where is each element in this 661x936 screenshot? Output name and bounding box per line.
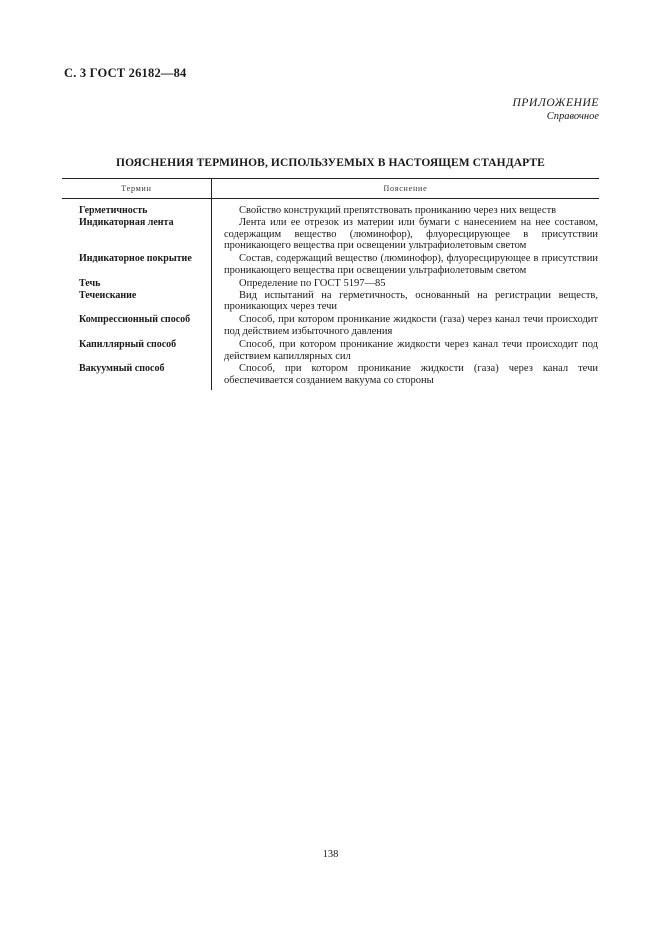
term-cell: Индикаторное покрытие	[79, 253, 192, 265]
column-header-explanation: Пояснение	[383, 183, 428, 193]
table-row	[62, 314, 599, 338]
table-row	[62, 217, 599, 252]
table-row	[62, 205, 599, 217]
term-cell: Герметичность	[79, 205, 148, 216]
section-title: ПОЯСНЕНИЯ ТЕРМИНОВ, ИСПОЛЬЗУЕМЫХ В НАСТОЯЩЕМ СТАНДАРТЕ	[116, 157, 545, 169]
term-cell: Течь	[79, 277, 101, 289]
page-header: С. 3 ГОСТ 26182—84	[64, 66, 187, 80]
explanation-cell: Лента или ее отрезок из материи или бумаги с нанесением на нее составом, содержащим вещество (люминофор), флуоресцирующее в присутствии проникающего вещества при освещении ультрафиолетовым светом	[224, 216, 598, 252]
explanation-cell: Способ, при котором проникание жидкости (газа) через канал течи обеспечивается созданием вакуума со стороны	[224, 363, 598, 387]
page-number: 138	[322, 849, 339, 860]
explanation-cell: Свойство конструкций препятствовать проникани​ю через них веществ	[239, 205, 557, 216]
table-row	[62, 290, 599, 314]
term-cell: Вакуумный способ	[79, 363, 165, 375]
column-header-term: Термин	[62, 179, 212, 198]
appendix-title: ПРИЛОЖЕНИЕ	[512, 97, 599, 109]
table-row	[62, 278, 599, 290]
explanation-cell: Способ, при котором проникание жидкости через канал течи происходит под действием капиллярных сил	[224, 338, 598, 362]
terms-table-body	[62, 205, 599, 387]
term-cell: Капиллярный способ	[79, 338, 177, 350]
terms-table-header	[62, 178, 599, 199]
appendix-kind: Справочное	[546, 111, 599, 122]
term-cell: Индикаторная лента	[79, 216, 174, 228]
appendix-label	[513, 97, 599, 122]
term-cell: Течеискание	[79, 289, 137, 301]
explanation-cell: Способ, при котором проникание жидкости (газа) через канал течи происходит под действием избыточного давления	[224, 314, 598, 337]
explanation-cell: Вид испытаний на герметичность, основанный на регистрации веществ, проникающих через течи	[224, 289, 598, 313]
table-row	[62, 253, 599, 277]
explanation-cell: Определение по ГОСТ 5197—85	[239, 277, 386, 289]
table-row	[62, 339, 599, 363]
term-cell: Компрессионный способ	[79, 314, 191, 326]
explanation-cell: Состав, содержащий вещество (люминофор), флуоресцирующее в присутствии проникающего вещества при освещении ультрафиолетовым светом	[224, 253, 598, 276]
table-row	[62, 363, 599, 387]
